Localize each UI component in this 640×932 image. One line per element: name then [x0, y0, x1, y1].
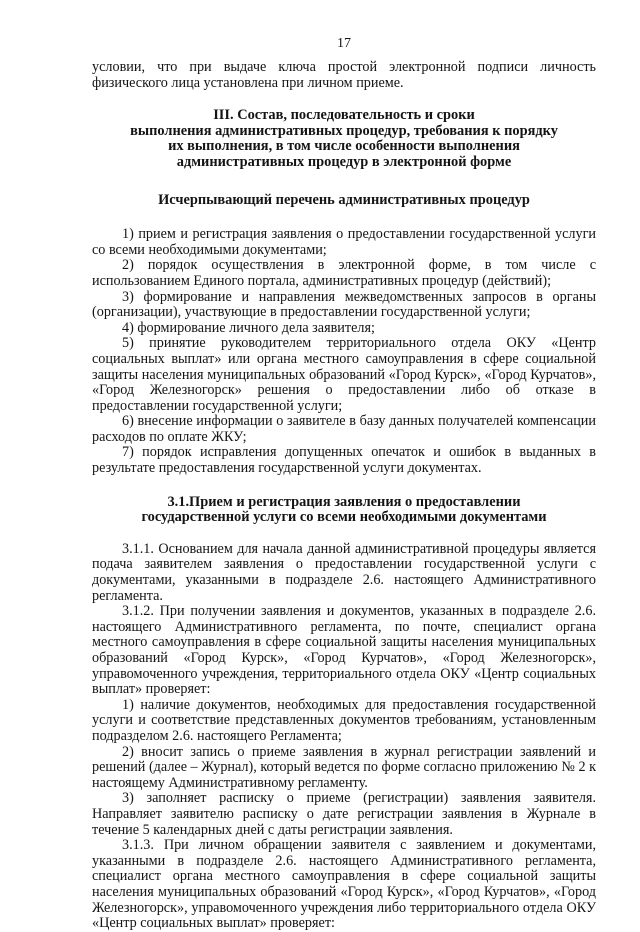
list-item: 1) прием и регистрация заявления о предоставлении государственной услуги со всеми необходимыми документами;: [92, 226, 596, 258]
paragraph: 3.1.3. При личном обращении заявителя с заявлением и документами, указанными в подразделе 2.6. настоящего Административного регламента, специалист органа местного самоуправления в сфере социальной защиты населения муниципальных образований «Город Курск», «Город Курчатов», «Город Железногорск», управомоченного учреждения либо территориального отдела ОКУ «Центр социальных выплат» проверяет:: [92, 837, 596, 932]
subsection-heading: [92, 495, 596, 526]
subsection-body: [92, 542, 596, 932]
list-item: 5) принятие руководителем территориального отдела ОКУ «Центр социальных выплат» или органа местного самоуправления в сфере социальной защиты населения муниципальных образований «Город Курск», «Город Курчатов», «Город Железногорск» решения о предоставлении либо об отказе в предоставлении государственной услуги;: [92, 335, 596, 414]
list-item: 3) формирование и направления межведомственных запросов в органы (организации), участвующие в предоставлении государственной услуги;: [92, 288, 596, 321]
procedures-heading: Исчерпывающий перечень административных процедур: [158, 191, 530, 208]
paragraph: 3.1.1. Основанием для начала данной административной процедуры является подача заявителем заявления о предоставлении государственной услуги с документами, указанными в подразделе 2.6. настоящего Административного регламента.: [92, 540, 596, 604]
paragraph: 3) заполняет расписку о приеме (регистрации) заявления заявителя. Направляет заявителю расписку о дате регистрации заявления в Журнале в течение 5 календарных дней с даты регистрации заявления.: [92, 790, 596, 838]
intro-paragraph: условии, что при выдаче ключа простой электронной подписи личность физического лица установлена при личном приеме.: [92, 59, 596, 91]
subsection-heading-line: государственной услуги со всеми необходимыми документами: [141, 509, 547, 526]
paragraph: 2) вносит запись о приеме заявления в журнал регистрации заявлений и решений (далее – Журнал), который ведется по форме согласно приложению № 2 к настоящему Административному регламенту.: [92, 743, 596, 791]
section-heading: [92, 108, 596, 170]
list-item: 6) внесение информации о заявителе в базу данных получателей компенсации расходов по оплате ЖКУ;: [92, 413, 596, 445]
paragraph: 3.1.2. При получении заявления и документов, указанных в подразделе 2.6. настоящего Административного регламента, по почте, специалист органа местного самоуправления в сфере социальной защиты населения муниципальных образований «Город Курск», «Город Курчатов», «Город Железногорск», управомоченного учреждения, территориального отдела ОКУ «Центр социальных выплат» проверяет:: [92, 603, 596, 698]
section-heading-line: III. Состав, последовательность и сроки: [213, 107, 475, 124]
list-item: 4) формирование личного дела заявителя;: [122, 319, 375, 336]
paragraph: 1) наличие документов, необходимых для предоставления государственной услуги и соответствие представленных документов требованиям, установленным подразделом 2.6. настоящего Регламента;: [92, 696, 596, 744]
section-heading-line: выполнения административных процедур, требования к порядку: [130, 122, 558, 139]
procedures-list: [92, 227, 596, 477]
list-item: 2) порядок осуществления в электронной форме, в том числе с использованием Единого портала, административных процедур (действий);: [92, 257, 596, 289]
section-heading-line: их выполнения, в том числе особенности выполнения: [168, 138, 520, 155]
section-heading-line: административных процедур в электронной форме: [176, 153, 512, 170]
list-item: 7) порядок исправления допущенных опечаток и ошибок в выданных в результате предоставления государственной услуги документах.: [92, 444, 596, 477]
subsection-heading-line: 3.1.Прием и регистрация заявления о предоставлении: [167, 493, 521, 510]
page-number: 17: [337, 36, 351, 51]
